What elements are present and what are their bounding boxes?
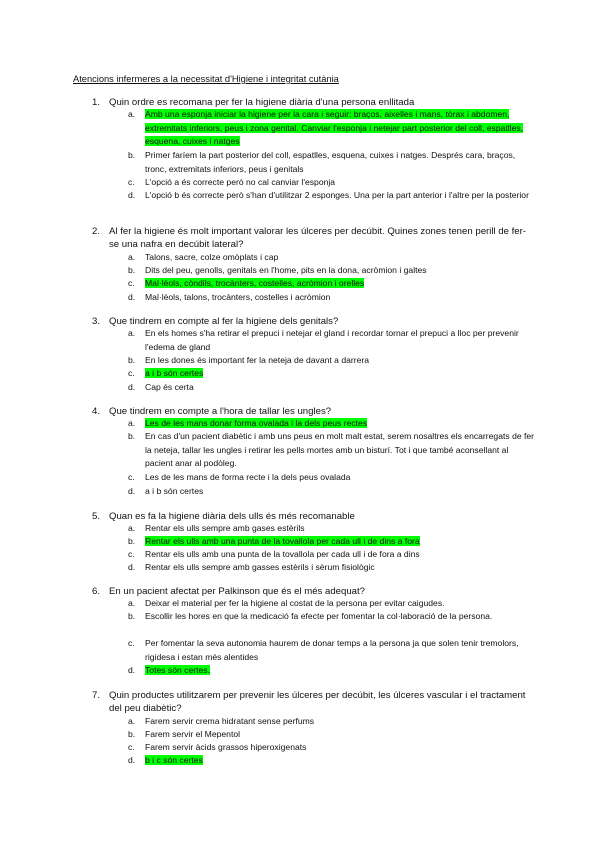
option-letter: b. <box>128 611 136 621</box>
option-text: Les de les mans de forma recte i la dels peus ovalada <box>145 472 351 482</box>
option-letter: d. <box>128 382 136 392</box>
option-text: Deixar el material per fer la higiene al costat de la persona per evitar caigudes. <box>145 598 445 608</box>
option-text: L'opció a és correcte però no cal canviar l'esponja <box>145 177 336 187</box>
question-number: 5. <box>92 511 101 522</box>
option-letter: c. <box>128 368 135 378</box>
question-text: En un pacient afectat per Palkinson que és el més adequat? <box>109 586 366 597</box>
option-letter: b. <box>128 150 136 160</box>
option-letter: c. <box>128 638 135 648</box>
option-text: a i b són certes <box>145 486 204 496</box>
option-letter: d. <box>128 486 136 496</box>
option-letter: c. <box>128 472 135 482</box>
option-text: Rentar els ulls sempre amb gasses estèrils i sèrum fisiològic <box>145 562 375 572</box>
question-text: Quan es fa la higiene diària dels ulls és més recomanable <box>109 511 355 522</box>
option-text: Rentar els ulls amb una punta de la tovallola per cada ull i de fora a dins <box>145 549 420 559</box>
correct-answer-text: Les de les mans donar forma ovalada i la dels peus rectes <box>145 418 368 428</box>
question-text: Al fer la higiene és molt important valorar les úlceres per decúbit. Quines zones tenen perill de fer-se una nafra en decúbit lateral? <box>109 226 527 250</box>
option-letter: a. <box>128 252 136 262</box>
option-text: Primer faríem la part posterior del coll, espatlles, esquena, cuixes i natges. Després cara, braços, tronc, extremitats inferiors, peus i genitals <box>145 150 516 174</box>
question-number: 6. <box>92 586 101 597</box>
option-letter: d. <box>128 190 136 200</box>
option-text: Mal·lèols, talons, trocànters, costelles i acròmion <box>145 292 331 302</box>
option-text: En les dones és important fer la neteja de davant a darrera <box>145 355 370 365</box>
option-letter: c. <box>128 742 135 752</box>
question-text: Quin ordre es recomana per fer la higiene diària d'una persona enllitada <box>109 97 415 108</box>
option-letter: b. <box>128 729 136 739</box>
option-letter: a. <box>128 598 136 608</box>
option-text: Escollir les hores en que la medicació fa efecte per fomentar la col·laboració de la persona. <box>145 611 493 621</box>
question-text: Que tindrem en compte a l'hora de tallar les ungles? <box>109 406 332 417</box>
option-letter: d. <box>128 665 136 675</box>
option-text: En cas d'un pacient diabètic i amb uns peus en molt malt estat, serem nosaltres els encarregats de fer la neteja, tallar les ungles i retirar les pells mortes amb un bisturí. Tot i que també aconsellant al pacient anar al podòleg. <box>145 431 535 468</box>
question-number: 3. <box>92 316 101 327</box>
option-text: Dits del peu, genolls, genitals en l'home, pits en la dona, acròmion i galtes <box>145 265 427 275</box>
correct-answer-text: Amb una esponja iniciar la higiene per la cara i seguir: braços, aixelles i mans, tòrax i abdomen, extremitats inferiors, peus i zona genital. Canviar l'esponja i netejar part posterior del coll, espatlles, esquena, cuixes i natges <box>145 109 524 146</box>
option-letter: d. <box>128 292 136 302</box>
option-text: Talons, sacre, colze omòplats i cap <box>145 252 279 262</box>
option-letter: d. <box>128 755 136 765</box>
option-letter: b. <box>128 355 136 365</box>
option-letter: a. <box>128 523 136 533</box>
option-text: En els homes s'ha retirar el prepuci i netejar el gland i recordar tornar el prepuci a lloc per prevenir l'edema de gland <box>145 328 519 352</box>
question-text: Que tindrem en compte al fer la higiene dels genitals? <box>109 316 339 327</box>
question-number: 4. <box>92 406 101 417</box>
option-letter: c. <box>128 549 135 559</box>
correct-answer-text: a i b són certes <box>145 368 204 378</box>
option-text: Farem servir el Mepentol <box>145 729 241 739</box>
option-letter: a. <box>128 328 136 338</box>
correct-answer-text: Totes són certes. <box>145 665 210 675</box>
correct-answer-text: Rentar els ulls amb una punta de la tovallola per cada ull i de dins a fora <box>145 536 420 546</box>
question-number: 1. <box>92 97 101 108</box>
question-text: Quin productes utilitzarem per prevenir les úlceres per decúbit, les úlceres vascular i el tractament del peu diabètic? <box>109 690 526 714</box>
option-letter: d. <box>128 562 136 572</box>
option-letter: c. <box>128 278 135 288</box>
option-text: Per fomentar la seva autonomia haurem de donar temps a la persona ja que solen tenir tremolors, rigidesa i estan més alentides <box>145 638 519 662</box>
option-letter: c. <box>128 177 135 187</box>
option-letter: a. <box>128 716 136 726</box>
document-title: Atencions infermeres a la necessitat d'Higiene i integritat cutània <box>73 74 339 84</box>
option-text: Cap és certa <box>145 382 194 392</box>
option-letter: b. <box>128 431 136 441</box>
correct-answer-text: Mal·lèols, còndils, trocànters, costelles, acròmion i orelles <box>145 278 365 288</box>
option-text: L'opció b és correcte però s'han d'utilitzar 2 esponges. Una per la part anterior i l'altre per la posterior <box>145 190 529 200</box>
option-letter: a. <box>128 109 136 119</box>
option-letter: a. <box>128 418 136 428</box>
question-number: 2. <box>92 226 101 237</box>
option-letter: b. <box>128 265 136 275</box>
option-text: Farem servir àcids grassos hiperoxigenats <box>145 742 307 752</box>
option-letter: b. <box>128 536 136 546</box>
option-text: Farem servir crema hidratant sense perfums <box>145 716 315 726</box>
correct-answer-text: b i c són certes <box>145 755 203 765</box>
option-text: Rentar els ulls sempre amb gases estèrils <box>145 523 305 533</box>
question-number: 7. <box>92 690 101 701</box>
